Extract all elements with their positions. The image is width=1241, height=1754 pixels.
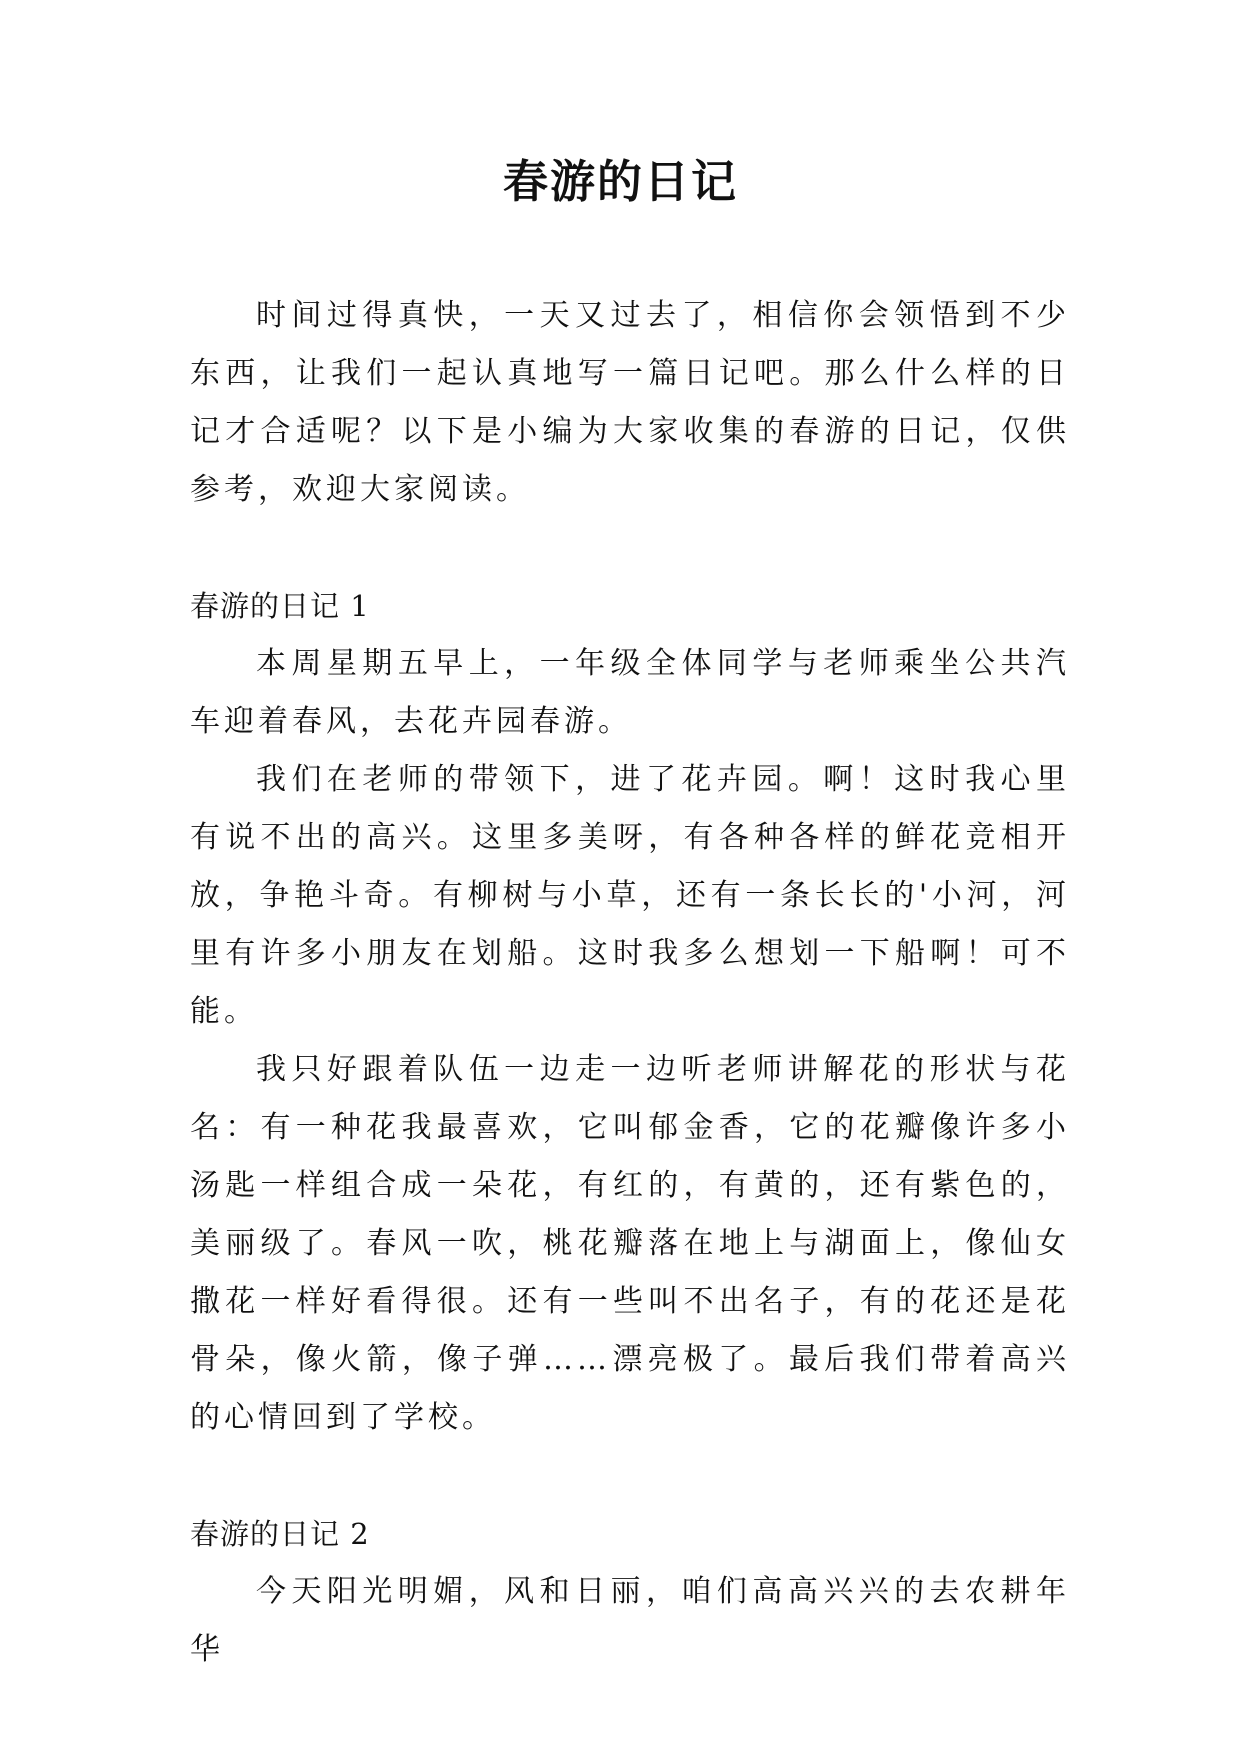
section-gap [190,1447,1070,1505]
section-2-paragraph-1: 今天阳光明媚，风和日丽，咱们高高兴兴的去农耕年华 [190,1574,1070,1667]
section-1-paragraph-2: 我们在老师的带领下，进了花卉园。啊！这时我心里有说不出的高兴。这里多美呀，有各种各样的鲜花竞相开放，争艳斗奇。有柳树与小草，还有一条长长的'小河，河里有许多小朋友在划船。这时我多么想划一下船啊！可不能。 [190,762,1070,1029]
section-gap [190,519,1070,577]
section-heading-1: 春游的日记 1 [190,589,370,623]
section-1-paragraph-3: 我只好跟着队伍一边走一边听老师讲解花的形状与花名：有一种花我最喜欢，它叫郁金香，它的花瓣像许多小汤匙一样组合成一朵花，有红的，有黄的，还有紫色的，美丽级了。春风一吹，桃花瓣落在地上与湖面上，像仙女撒花一样好看得很。还有一些叫不出名子，有的花还是花骨朵，像火箭，像子弹……漂亮极了。最后我们带着高兴的心情回到了学校。 [190,1052,1070,1435]
section-heading-2: 春游的日记 2 [190,1517,370,1551]
intro-paragraph: 时间过得真快，一天又过去了，相信你会领悟到不少东西，让我们一起认真地写一篇日记吧。那么什么样的日记才合适呢？以下是小编为大家收集的春游的日记，仅供参考，欢迎大家阅读。 [190,298,1070,507]
document-body [190,287,1070,1679]
section-1-paragraph-1: 本周星期五早上，一年级全体同学与老师乘坐公共汽车迎着春风，去花卉园春游。 [190,646,1070,739]
document-title: 春游的日记 [502,155,738,208]
